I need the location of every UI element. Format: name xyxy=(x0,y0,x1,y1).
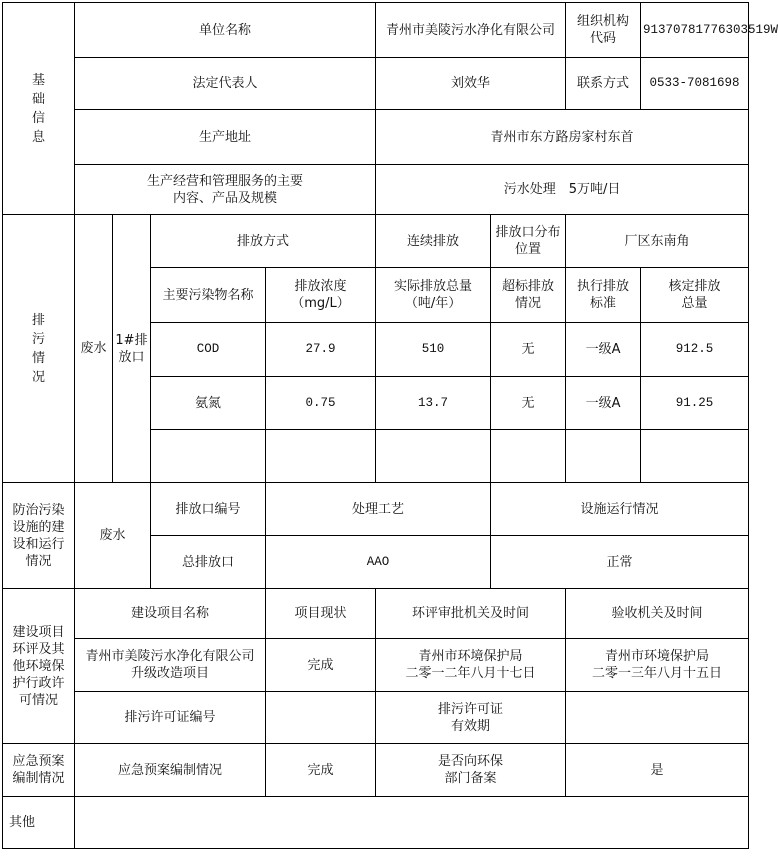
row-discharge-method xyxy=(3,215,749,268)
empty-cell xyxy=(491,430,566,483)
unit-name-value: 青州市美陵污水净化有限公司 xyxy=(376,3,566,58)
discharge-method-value: 连续排放 xyxy=(376,215,491,268)
pollutant-concentration: 0.75 xyxy=(266,377,376,430)
header-actual-total: 实际排放总量 （吨/年） xyxy=(376,268,491,323)
legal-rep-value: 刘效华 xyxy=(376,58,566,110)
legal-rep-label: 法定代表人 xyxy=(75,58,376,110)
row-emergency xyxy=(3,744,749,797)
org-code-value: 91370781776303519W xyxy=(641,3,749,58)
emergency-section-label: 应急预案 编制情况 xyxy=(3,744,75,797)
business-value: 污水处理 5万吨/日 xyxy=(376,165,749,215)
operation-label: 设施运行情况 xyxy=(491,483,749,536)
acceptance-value: 青州市环境保护局 二零一三年八月十五日 xyxy=(566,639,749,692)
empty-cell xyxy=(151,430,266,483)
operation-value: 正常 xyxy=(491,536,749,589)
other-value xyxy=(75,797,749,849)
row-eia-values xyxy=(3,639,749,692)
project-status-value: 完成 xyxy=(266,639,376,692)
emergency-plan-label: 应急预案编制情况 xyxy=(75,744,266,797)
discharge-section-label: 排 污 情 况 xyxy=(3,215,75,483)
discharge-category: 废水 xyxy=(75,215,113,483)
pollutant-actual-total: 510 xyxy=(376,323,491,377)
row-business xyxy=(3,165,749,215)
contact-label: 联系方式 xyxy=(566,58,641,110)
outlet-no-value: 总排放口 xyxy=(151,536,266,589)
process-label: 处理工艺 xyxy=(266,483,491,536)
basic-section-label: 基 础 信 息 xyxy=(3,3,75,215)
row-eia-headers xyxy=(3,589,749,639)
row-unit-name xyxy=(3,3,749,58)
header-exceed: 超标排放 情况 xyxy=(491,268,566,323)
distribution-value: 厂区东南角 xyxy=(566,215,749,268)
header-standard: 执行排放 标准 xyxy=(566,268,641,323)
pollutant-approved-total: 91.25 xyxy=(641,377,749,430)
project-name-value: 青州市美陵污水净化有限公司 升级改造项目 xyxy=(75,639,266,692)
pollutant-concentration: 27.9 xyxy=(266,323,376,377)
address-value: 青州市东方路房家村东首 xyxy=(376,110,749,165)
row-legal-rep xyxy=(3,58,749,110)
pollutant-exceed: 无 xyxy=(491,323,566,377)
permit-no-value xyxy=(266,692,376,744)
row-address xyxy=(3,110,749,165)
empty-cell xyxy=(641,430,749,483)
empty-cell xyxy=(266,430,376,483)
unit-name-label: 单位名称 xyxy=(75,3,376,58)
acceptance-label: 验收机关及时间 xyxy=(566,589,749,639)
row-other xyxy=(3,797,749,849)
header-pollutant-name: 主要污染物名称 xyxy=(151,268,266,323)
pollutant-standard: 一级A xyxy=(566,377,641,430)
emergency-filed-label: 是否向环保 部门备案 xyxy=(376,744,566,797)
discharge-outlet: 1#排 放口 xyxy=(113,215,151,483)
permit-no-label: 排污许可证编号 xyxy=(75,692,266,744)
emergency-filed-value: 是 xyxy=(566,744,749,797)
row-permit xyxy=(3,692,749,744)
prevention-category: 废水 xyxy=(75,483,151,589)
row-prevention-headers xyxy=(3,483,749,536)
org-code-label: 组织机构 代码 xyxy=(566,3,641,58)
header-approved-total: 核定排放 总量 xyxy=(641,268,749,323)
outlet-no-label: 排放口编号 xyxy=(151,483,266,536)
other-label: 其他 xyxy=(3,797,75,849)
discharge-method-label: 排放方式 xyxy=(151,215,376,268)
header-concentration: 排放浓度 （mg/L） xyxy=(266,268,376,323)
project-name-label: 建设项目名称 xyxy=(75,589,266,639)
pollutant-name: 氨氮 xyxy=(151,377,266,430)
empty-cell xyxy=(566,430,641,483)
enterprise-info-table xyxy=(2,2,778,849)
emergency-plan-status: 完成 xyxy=(266,744,376,797)
permit-validity-label: 排污许可证 有效期 xyxy=(376,692,566,744)
empty-cell xyxy=(376,430,491,483)
address-label: 生产地址 xyxy=(75,110,376,165)
pollutant-approved-total: 912.5 xyxy=(641,323,749,377)
eia-section-label: 建设项目 环评及其 他环境保 护行政许 可情况 xyxy=(3,589,75,744)
distribution-label: 排放口分布 位置 xyxy=(491,215,566,268)
project-status-label: 项目现状 xyxy=(266,589,376,639)
approval-value: 青州市环境保护局 二零一二年八月十七日 xyxy=(376,639,566,692)
business-label: 生产经营和管理服务的主要 内容、产品及规模 xyxy=(75,165,376,215)
prevention-section-label: 防治污染 设施的建 设和运行 情况 xyxy=(3,483,75,589)
pollutant-exceed: 无 xyxy=(491,377,566,430)
process-value: AAO xyxy=(266,536,491,589)
approval-label: 环评审批机关及时间 xyxy=(376,589,566,639)
pollutant-name: COD xyxy=(151,323,266,377)
pollutant-standard: 一级A xyxy=(566,323,641,377)
contact-value: 0533-7081698 xyxy=(641,58,749,110)
permit-validity-value xyxy=(566,692,749,744)
pollutant-actual-total: 13.7 xyxy=(376,377,491,430)
